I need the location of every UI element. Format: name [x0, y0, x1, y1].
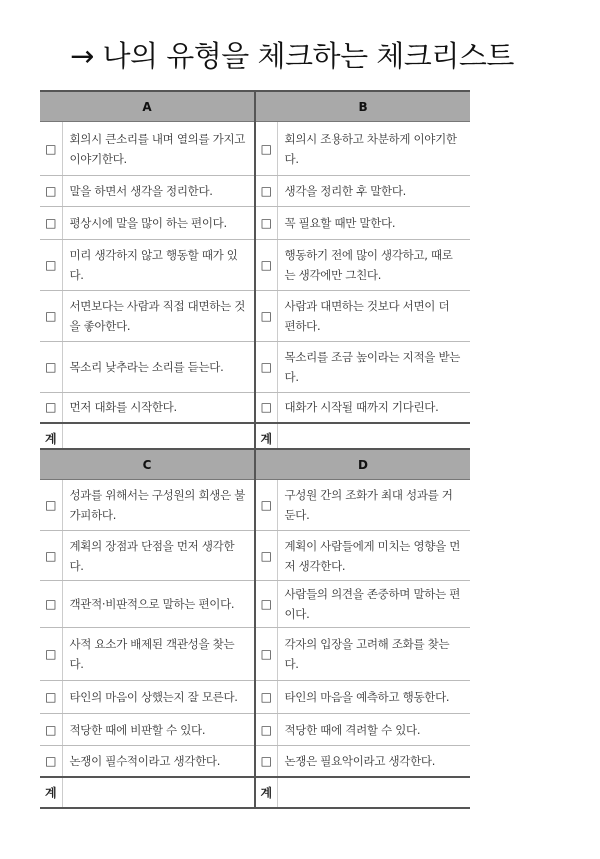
checklist-item-text: 대화가 시작될 때까지 기다린다.	[277, 393, 470, 423]
total-value-c[interactable]	[62, 777, 255, 808]
checklist-item-text: 각자의 입장을 고려해 조화를 찾는다.	[277, 628, 470, 681]
checklist-item-text: 논쟁이 필수적이라고 생각한다.	[62, 746, 255, 777]
checkbox[interactable]: □	[255, 628, 277, 681]
checkbox[interactable]: □	[255, 714, 277, 746]
total-label-c: 계	[40, 777, 62, 808]
checklist-item-text: 목소리 낮추라는 소리를 듣는다.	[62, 342, 255, 393]
checkbox[interactable]: □	[40, 714, 62, 746]
checklist-item-text: 말을 하면서 생각을 정리한다.	[62, 176, 255, 207]
checkbox[interactable]: □	[40, 681, 62, 714]
total-value-d[interactable]	[277, 777, 470, 808]
checklist-item-text: 논쟁은 필요악이라고 생각한다.	[277, 746, 470, 777]
checklist-table-ab	[40, 90, 470, 455]
checkbox[interactable]: □	[40, 746, 62, 777]
column-header-a: A	[40, 91, 255, 122]
checklist-item-text: 평상시에 말을 많이 하는 편이다.	[62, 207, 255, 240]
checklist-item-text: 먼저 대화를 시작한다.	[62, 393, 255, 423]
checkbox[interactable]: □	[40, 480, 62, 531]
checklist-item-text: 구성원 간의 조화가 최대 성과를 거둔다.	[277, 480, 470, 531]
checklist-item-text: 계획이 사람들에게 미치는 영향을 먼저 생각한다.	[277, 531, 470, 581]
checkbox[interactable]: □	[255, 581, 277, 628]
column-header-c: C	[40, 449, 255, 480]
checkbox[interactable]: □	[40, 207, 62, 240]
checkbox[interactable]: □	[40, 176, 62, 207]
checkbox[interactable]: □	[255, 480, 277, 531]
checklist-item-text: 꼭 필요할 때만 말한다.	[277, 207, 470, 240]
checkbox[interactable]: □	[255, 681, 277, 714]
checklist-item-text: 계획의 장점과 단점을 먼저 생각한다.	[62, 531, 255, 581]
column-header-b: B	[255, 91, 470, 122]
checklist-item-text: 사적 요소가 배제된 객관성을 찾는다.	[62, 628, 255, 681]
checklist-item-text: 적당한 때에 비판할 수 있다.	[62, 714, 255, 746]
checklist-item-text: 미리 생각하지 않고 행동할 때가 있다.	[62, 240, 255, 291]
checklist-item-text: 적당한 때에 격려할 수 있다.	[277, 714, 470, 746]
checkbox[interactable]: □	[255, 240, 277, 291]
checkbox[interactable]: □	[255, 176, 277, 207]
checkbox[interactable]: □	[255, 291, 277, 342]
checklist-table-cd	[40, 448, 470, 809]
checkbox[interactable]: □	[255, 746, 277, 777]
checkbox[interactable]: □	[40, 531, 62, 581]
checklist-item-text: 사람과 대면하는 것보다 서면이 더 편하다.	[277, 291, 470, 342]
total-label-d: 계	[255, 777, 277, 808]
checklist-item-text: 타인의 마음이 상했는지 잘 모른다.	[62, 681, 255, 714]
checklist-item-text: 회의시 큰소리를 내며 열의를 가지고 이야기한다.	[62, 122, 255, 176]
checklist-item-text: 사람들의 의견을 존중하며 말하는 편이다.	[277, 581, 470, 628]
page-title: → 나의 유형을 체크하는 체크리스트	[70, 39, 514, 73]
total-label-b: 계	[255, 423, 277, 454]
checkbox[interactable]: □	[255, 207, 277, 240]
checklist-item-text: 성과를 위해서는 구성원의 희생은 불가피하다.	[62, 480, 255, 531]
checklist-item-text: 회의시 조용하고 차분하게 이야기한다.	[277, 122, 470, 176]
checkbox[interactable]: □	[255, 342, 277, 393]
checkbox[interactable]: □	[40, 122, 62, 176]
checkbox[interactable]: □	[255, 122, 277, 176]
checklist-item-text: 객관적·비판적으로 말하는 편이다.	[62, 581, 255, 628]
checkbox[interactable]: □	[40, 628, 62, 681]
checkbox[interactable]: □	[255, 531, 277, 581]
checkbox[interactable]: □	[255, 393, 277, 423]
checkbox[interactable]: □	[40, 342, 62, 393]
checklist-item-text: 행동하기 전에 많이 생각하고, 때로는 생각에만 그친다.	[277, 240, 470, 291]
column-header-d: D	[255, 449, 470, 480]
checkbox[interactable]: □	[40, 240, 62, 291]
checkbox[interactable]: □	[40, 581, 62, 628]
checklist-item-text: 생각을 정리한 후 말한다.	[277, 176, 470, 207]
checklist-item-text: 서면보다는 사람과 직접 대면하는 것을 좋아한다.	[62, 291, 255, 342]
checklist-item-text: 타인의 마음을 예측하고 행동한다.	[277, 681, 470, 714]
checkbox[interactable]: □	[40, 393, 62, 423]
checklist-item-text: 목소리를 조금 높이라는 지적을 받는다.	[277, 342, 470, 393]
total-label-a: 계	[40, 423, 62, 454]
checkbox[interactable]: □	[40, 291, 62, 342]
